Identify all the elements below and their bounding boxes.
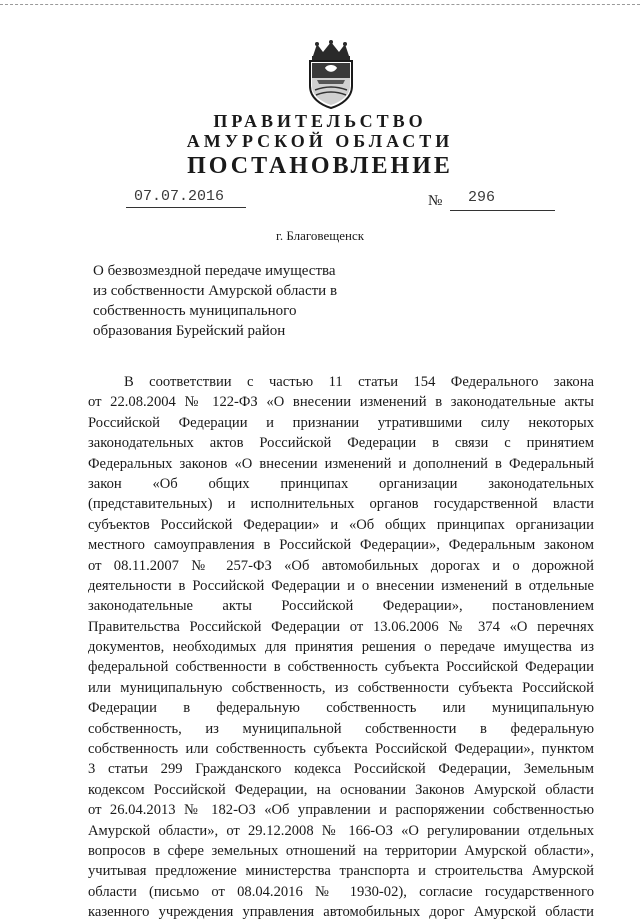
city: г. Благовещенск: [275, 228, 365, 243]
body-line: вопросов в сфере земельных отношений на территории Амурской области»,: [88, 842, 594, 859]
scan-top-edge: [0, 4, 640, 5]
number-underline: [450, 210, 555, 211]
document-number: 296: [468, 189, 496, 206]
body-line: деятельности в Российской Федерации и о внесении изменений в отдельные: [88, 577, 594, 594]
date-underline: [126, 207, 246, 208]
body-line: федеральной собственности в собственность субъекта Российской Федерации: [88, 659, 594, 676]
body-line: местного самоуправления в Российской Федерации», Федеральным законом: [88, 537, 594, 554]
body-line: кодексом Российской Федерации, на основании Законов Амурской области: [88, 781, 594, 798]
body-line: субъектов Российской Федерации» и «Об общих принципах организации: [88, 516, 594, 533]
subject-line: из собственности Амурской области в: [93, 283, 338, 299]
body-line: учитывая предложение министерства транспорта и строительства Амурской: [88, 863, 594, 880]
body-line: законодательных актов Российской Федерации в связи с принятием: [88, 435, 594, 452]
body-line: Российской Федерации и признании утратившими силу некоторых: [88, 414, 594, 431]
body-line: от 26.04.2013 № 182-ОЗ «Об управлении и распоряжении собственностью: [88, 802, 594, 819]
body-line: собственность, из муниципальной собственности в федеральную: [88, 720, 594, 737]
body-line: области (письмо от 08.04.2016 № 1930-02), согласие государственного: [88, 883, 594, 900]
number-sign: №: [428, 193, 443, 209]
subject-line: собственность муниципального: [93, 303, 297, 319]
body-line: закон «Об общих принципах организации законодательных: [88, 475, 594, 492]
document-date: 07.07.2016: [134, 188, 225, 205]
document-subject: [93, 261, 353, 341]
body-line: (представительных) и исполнительных органов государственной власти: [88, 496, 594, 513]
body-line: от 22.08.2004 № 122-ФЗ «О внесении изменений в законодательные акты: [88, 394, 594, 411]
body-line: собственность или собственность субъекта Российской Федерации», пунктом: [88, 741, 594, 758]
coat-of-arms-icon: [303, 40, 359, 110]
body-line: казенного учреждения управления автомобильных дорог Амурской области: [88, 904, 594, 921]
body-line: Правительства Российской Федерации от 13.06.2006 № 374 «О перечнях: [88, 618, 594, 635]
body-line: В соответствии с частью 11 статьи 154 Федерального закона: [124, 374, 594, 390]
body-line: Федерации в федеральную собственность или муниципальную: [88, 700, 594, 717]
subject-line: О безвозмездной передаче имущества: [93, 263, 336, 279]
document-type: ПОСТАНОВЛЕНИЕ: [187, 153, 453, 179]
government-title-line1: ПРАВИТЕЛЬСТВО: [213, 111, 427, 131]
body-line: Амурской области», от 29.12.2008 № 166-ОЗ «О регулировании отдельных: [88, 822, 594, 839]
subject-line: образования Бурейский район: [93, 323, 286, 339]
body-line: 3 статьи 299 Гражданского кодекса Российской Федерации, Земельным: [88, 761, 594, 778]
document-body: [88, 372, 594, 923]
body-line: или муниципальную собственность, из собственности субъекта Российской: [88, 679, 594, 696]
government-title-line2: АМУРСКОЙ ОБЛАСТИ: [186, 131, 454, 151]
body-line: законодательные акты Российской Федерации», постановлением: [88, 598, 594, 615]
body-line: документов, необходимых для принятия решения о передаче имущества из: [88, 639, 594, 656]
body-line: от 08.11.2007 № 257-ФЗ «Об автомобильных дорогах и о дорожной: [88, 557, 594, 574]
body-line: Федеральных законов «О внесении изменений и дополнений в Федеральный: [88, 455, 594, 472]
